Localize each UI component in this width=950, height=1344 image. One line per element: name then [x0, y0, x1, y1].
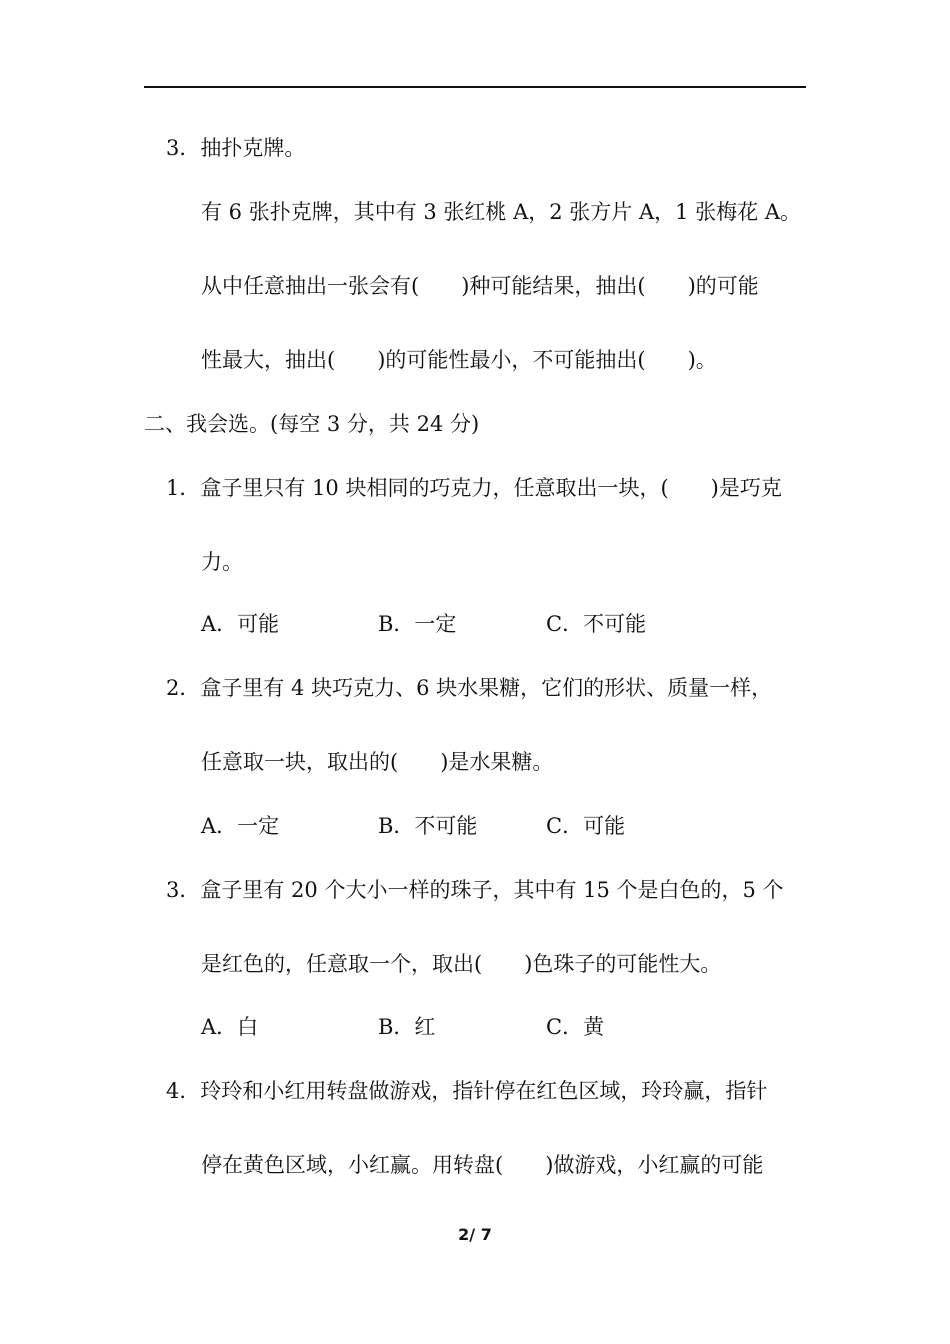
s2-q4-number: 4． [166, 1079, 201, 1103]
s2-q1-option-a[interactable]: A．可能 [201, 612, 280, 636]
s2-q2-number: 2． [166, 676, 201, 700]
s2-q3-option-a[interactable]: A．白 [201, 1015, 259, 1039]
s2-q2-option-c[interactable]: C．可能 [546, 814, 626, 838]
s2-q3-line2: 是红色的，任意取一个，取出( )色珠子的可能性大。 [201, 952, 722, 976]
s2-q4-line1 [166, 1077, 767, 1105]
section2-heading: 二、我会选。(每空 3 分，共 24 分) [144, 412, 480, 436]
s2-q2-line1 [166, 674, 772, 702]
s2-q4-text1: 玲玲和小红用转盘做游戏，指针停在红色区域，玲玲赢，指针 [200, 1079, 768, 1103]
s2-q1-option-b[interactable]: B．一定 [378, 612, 457, 636]
s1-q3-title-line [166, 134, 305, 162]
s2-q2-option-b[interactable]: B．不可能 [378, 814, 478, 838]
s2-q3-option-c[interactable]: C．黄 [546, 1015, 605, 1039]
s2-q2-option-a[interactable]: A．一定 [201, 814, 280, 838]
s2-q1-number: 1． [166, 476, 201, 500]
s2-q1-line1 [166, 474, 782, 502]
s1-q3-title: 抽扑克牌。 [200, 136, 306, 160]
s1-q3-line2: 从中任意抽出一张会有( )种可能结果，抽出( )的可能 [201, 274, 759, 298]
s2-q3-option-b[interactable]: B．红 [378, 1015, 436, 1039]
s2-q3-line1 [166, 876, 784, 904]
s2-q3-text1: 盒子里有 20 个大小一样的珠子，其中有 15 个是白色的，5 个 [200, 878, 784, 902]
s1-q3-line1: 有 6 张扑克牌，其中有 3 张红桃 A，2 张方片 A，1 张梅花 A。 [201, 200, 802, 224]
s1-q3-number: 3． [166, 136, 201, 160]
s1-q3-line3: 性最大，抽出( )的可能性最小，不可能抽出( )。 [201, 348, 717, 372]
s2-q3-number: 3． [166, 878, 201, 902]
s2-q1-line2: 力。 [201, 550, 243, 574]
page-number: 2/ 7 [458, 1225, 492, 1244]
s2-q1-text1: 盒子里只有 10 块相同的巧克力，任意取出一块，( )是巧克 [200, 476, 782, 500]
header-rule [144, 86, 806, 88]
s2-q4-line2: 停在黄色区域，小红赢。用转盘( )做游戏，小红赢的可能 [201, 1153, 764, 1177]
s2-q2-line2: 任意取一块，取出的( )是水果糖。 [201, 750, 554, 774]
s2-q1-option-c[interactable]: C．不可能 [546, 612, 647, 636]
s2-q2-text1: 盒子里有 4 块巧克力、6 块水果糖，它们的形状、质量一样， [200, 676, 773, 700]
